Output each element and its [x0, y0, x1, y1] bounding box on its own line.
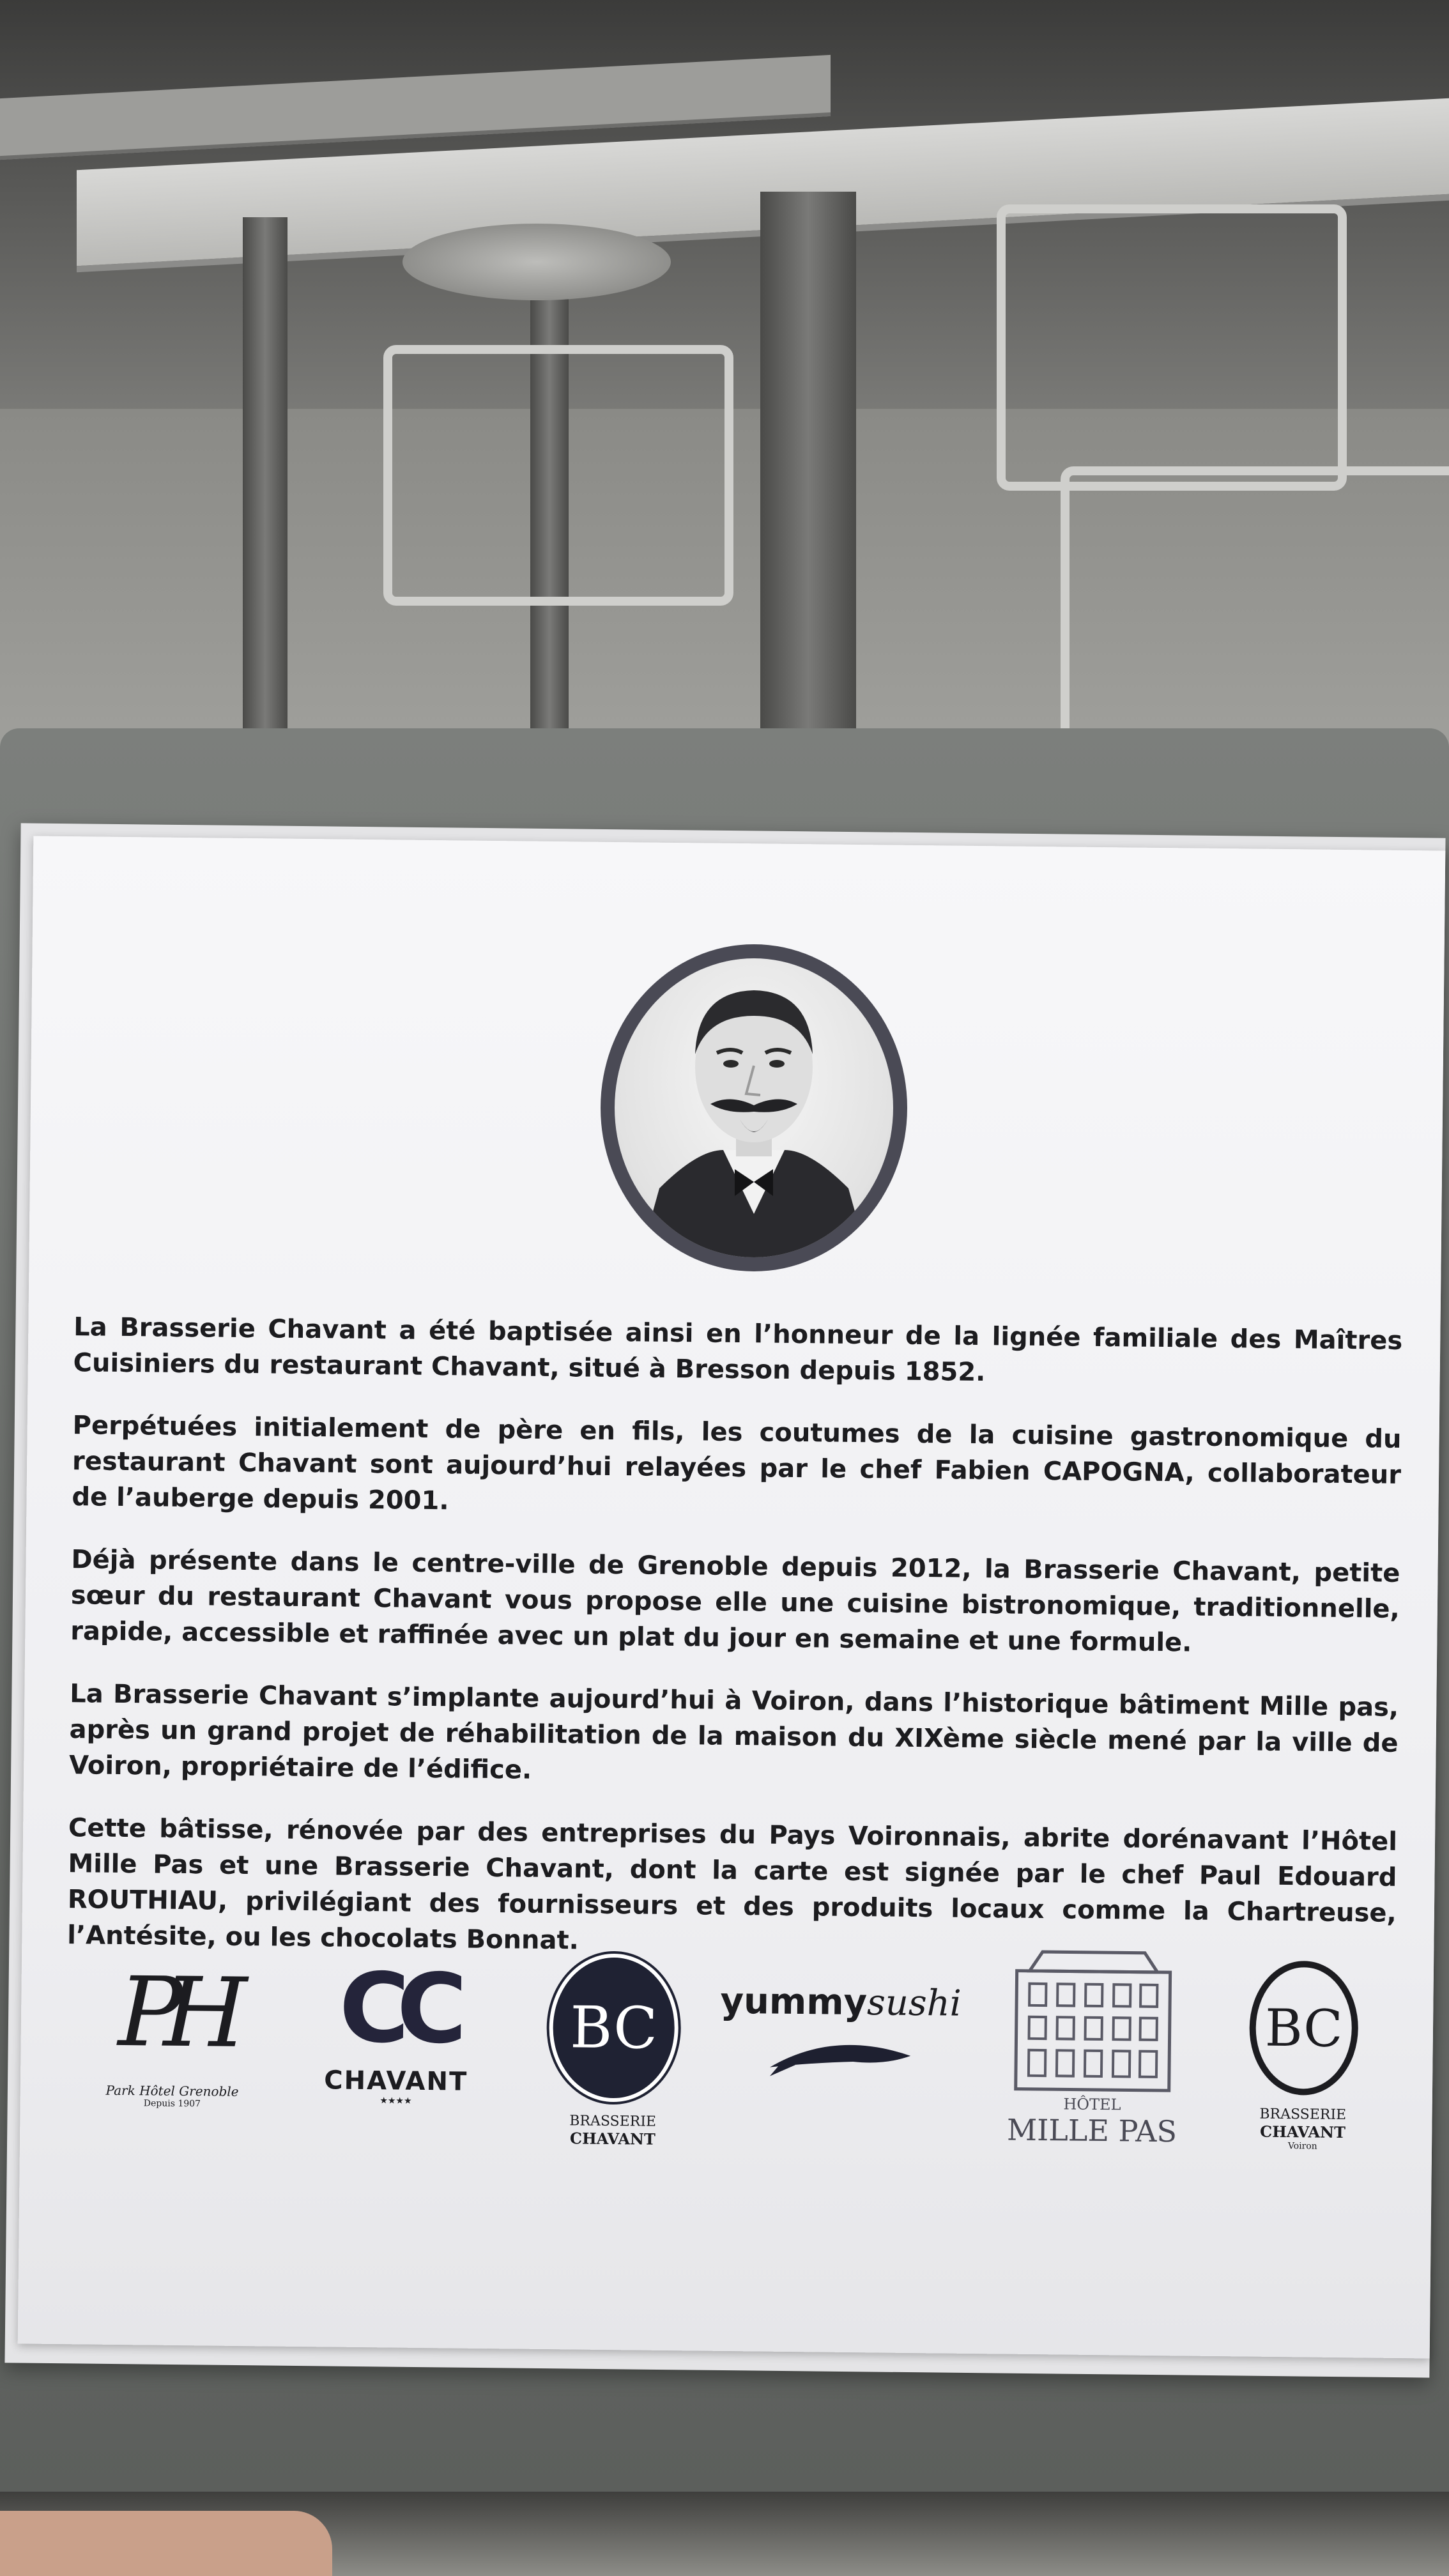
chavant-caption: CHAVANT: [324, 2066, 468, 2097]
partner-logos: [69, 1948, 1400, 2192]
brasserie-caption-bottom: CHAVANT: [569, 2129, 656, 2149]
history-text: [67, 1309, 1403, 1994]
paragraph: Perpétuées initialement de père en fils, les coutumes de la cuisine gastronomique du restaurant Chavant sont aujourd’hui relayées par le chef Fabien CAPOGNA, collaborateur de l’auberge depuis 2001.: [72, 1411, 1402, 1516]
brasserie-monogram: BC: [569, 1993, 658, 2062]
brasserie-chavant-voiron-logo: [1232, 1960, 1375, 2152]
chavant-stars: ★★★★: [379, 2096, 412, 2106]
brasserie-badge: [548, 1953, 678, 2103]
brasserie-chavant-logo: [542, 1953, 685, 2149]
hotel-mille-pas-logo: [990, 1945, 1196, 2149]
park-hotel-monogram: PH: [118, 1956, 229, 2069]
table-leg: [243, 217, 288, 728]
hand: [0, 2511, 332, 2576]
park-hotel-since: Depuis 1907: [143, 2098, 201, 2110]
brasserie-caption-top: BRASSERIE: [569, 2113, 657, 2130]
mille-pas-caption-bottom: MILLE PAS: [1006, 2112, 1177, 2149]
brasserie-voiron-caption-top: BRASSERIE: [1259, 2106, 1347, 2124]
paragraph: Cette bâtisse, rénovée par des entreprises du Pays Voironnais, abrite dorénavant l’Hôtel Mille Pas et une Brasserie Chavant, dont la carte est signée par le chef Paul Edouard ROUTHIAU, privilégiant des fournisseurs et des produits locaux comme la Chartreuse, l’Antésite, ou les chocolats Bonnat.: [67, 1813, 1398, 1956]
chavant-logo: [300, 1951, 493, 2107]
park-hotel-caption: Park Hôtel Grenoble: [105, 2082, 239, 2099]
park-hotel-logo: [95, 1949, 250, 2110]
yummy-word: yummy: [720, 1980, 868, 2024]
chavant-monogram: CC: [338, 1952, 455, 2066]
stool-seat: [402, 224, 671, 300]
paragraph: Déjà présente dans le centre-ville de Grenoble depuis 2012, la Brasserie Chavant, petite sœur du restaurant Chavant vous propose elle une cuisine bistronomique, traditionnelle, rapide, accessible et raffinée avec un plat du jour en semaine et une formule.: [70, 1545, 1400, 1658]
brasserie-voiron-monogram: BC: [1264, 1998, 1343, 2058]
restaurant-background: [0, 0, 1449, 786]
sushi-word: sushi: [866, 1982, 962, 2025]
chef-portrait: [601, 944, 907, 1271]
yummy-sushi-logo: [716, 1981, 966, 2082]
paragraph: La Brasserie Chavant a été baptisée ainsi en l’honneur de la lignée familiale des Maîtres Cuisiniers du restaurant Chavant, situé à Bresson depuis 1852.: [73, 1312, 1403, 1388]
fish-icon: [757, 2035, 924, 2082]
table-leg: [760, 192, 856, 767]
building-icon: [1003, 1945, 1183, 2094]
paragraph: La Brasserie Chavant s’implante aujourd’hui à Voiron, dans l’historique bâtiment Mille pas, après un grand projet de réhabilitation de la maison du XIXème siècle mené par la ville de Voiron, propriétaire de l’édifice.: [68, 1679, 1399, 1785]
brasserie-voiron-badge: [1249, 1960, 1359, 2096]
chair-frame: [383, 345, 733, 606]
moustached-man-portrait-icon: [615, 958, 893, 1257]
mille-pas-caption-top: HÔTEL: [1063, 2095, 1121, 2114]
brasserie-voiron-sub: Voiron: [1287, 2141, 1317, 2152]
chair-frame: [997, 204, 1347, 491]
brasserie-voiron-caption-bottom: CHAVANT: [1259, 2122, 1346, 2142]
